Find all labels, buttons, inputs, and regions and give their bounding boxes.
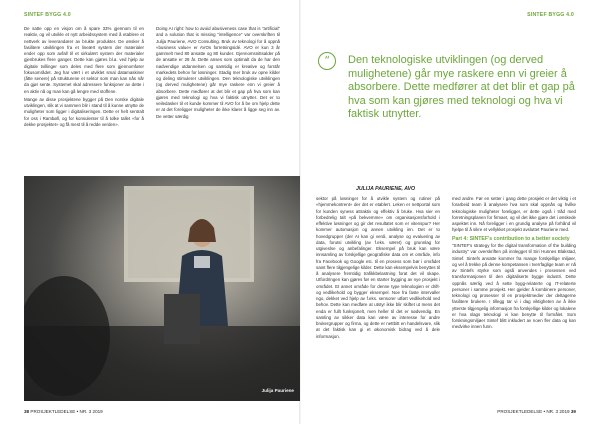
- pull-quote-author: JULIJA PAURIENE, AVO: [356, 186, 416, 192]
- right-footer-text: PROSJEKTLEDELSE • NR. 3 2019: [497, 409, 570, 414]
- right-col2-paragraph-2: "SINTEF's strategy for the digital transformation of the building industry" var overskriften på innlegget til Siri Hunnes Blakstad, Sintef. Sintefs ansatte kommer fra mange forskjellige miljøer, og vel å trekke på denne kompetansen i tverrfaglige team er nå av Sintefs styrke som også anvendes i prosessen ved transformasjonen til den digitaliserte bygge industri. Dette oppnås særlig ved å sette bygg-relaterte og IT-relaterte personer i samme prosjekt. Her gjelder å kombinere personer, teknologi og prosesser til en prosjektmedier der deltagerne fasilitere brukere. I tillegg tar vi i dag viktigheten av å ikke ytterste tilgjengelig informasjon fra forskjellige kilder og lokalene er hva slags teknologi vi kan benytte til formålet. Som forskningsmiljøer Sintef blitt inkludert av noen fler data og kan medvirke innen funn.: [452, 243, 576, 330]
- right-column-1: [316, 196, 440, 342]
- right-column-2: [452, 196, 576, 333]
- left-col1-paragraph-1: De satte opp en visjon om å spare 33% gjennom til en reaktiv, og vil utvikle et nytt arbeidssystem med å etablere et nettverk av leverandører av brukte produkter. De ønsker å fasilitere utviklingen fra et lineært system der materialer ender opp som avfall til et sirkulært system der materialer gjenbrukes flere ganger. Dette kan gjøres bl.a. ved hjelp av digitale tvillinger som deles med flere som gjennomfører fokusområdet. Jeg har vært i et utviklet smal datamaskiner (åtte senere) på strukturene et sektor som man kan nås når da gjør sente. Systemet skal adressere funksjoner av dette i en aktiv nå og man kan gå lengre med stoffene.: [24, 26, 144, 94]
- left-column-2: [156, 26, 280, 122]
- right-col2-heading: Part 4: SINTEF's contribution to a better society: [452, 235, 570, 242]
- left-footer: [24, 409, 103, 414]
- pull-quote-text: Den teknologiske utviklingen (og derved mulighetene) går mye raskere enn vi greier å absorbere. Dette medfører at det blir et gap på hva som kan gjøres med teknologi og hva vi faktisk utnytter.: [348, 54, 575, 121]
- right-section-tag: SINTEF BYGG 4.0: [527, 12, 574, 18]
- left-footer-text: PROSJEKTLEDELSE • NR. 3 2019: [30, 409, 103, 414]
- left-column-1: [24, 26, 144, 130]
- speaker-photo-illustration: [24, 176, 300, 401]
- quote-icon: “: [318, 52, 336, 70]
- right-footer: [497, 409, 576, 414]
- right-col2-paragraph-1: med andre. Før en setter i gang dette prosjekt er det viktig i et forarbeid team å analysere hva som skal oppnås og hvilke teknologiske muligheter foreligger, er dette også i tråd med forretningsplanen for firmaet, og vil det ikke gjøre det i ønskede aspektet inn. Nå foreligger i en grundig analyse på forhånd vil hjelpe til å sikre et vellykket prosjekt avsluttet Pauriene med.: [452, 196, 576, 233]
- left-section-tag: SINTEF BYGG 4.0: [24, 12, 71, 18]
- right-col1-paragraph-1: sektor på løsninger for å utvikle system og rutiner på «hjemmekontrent» der det er etablert. Leken er nettportal som for kunden syness attraktiv og effektiv å bruke. Hva sier en forbedrelig talt «på bekvemme» om organisasjonsforhold i effektive løsninger og gir det resultatet som er vitenspur? Her kommer automasjon og annen utvikling inn. Det er to hovedgrupper (der AI kan gi verdi, analyse og evaluering av data, forutsi utvikling (av f.eks. været) og grunnlag for utgiveslse og anbefalinger. Eksempel på bruk kan være innsamling av forskjellige geografiske data om et område, info fra Facebook og Google etc. til en prosess som bør i området samt flere tilgjengelige kilder. Dette kan eksempelvis benyttes til å analysere fremtidig trafikkbelastning forat det vil skape. Utfordringen kan gjøres før en starter bygging av nye prosjekt i området. Et annet område for denne type teknologien er drift- og vedlikehold og bygger eksempel. Noe fra faste intervaller ngo, dekket ved hjelp av f.eks. sensorer utført vedlikehold ved behov. Dette kan medføre at utstyr ikke blir skiftet ut mens det enda er fullt funksjonelt, men heller til det er nødvendig. En samling av sikker data kan være av interesse for andre brukergrupper og firma, og dette er nettbitt en handelsvare, slik at det faktisk kan gi et økonomisk bidrag ved å dele informasjon.: [316, 196, 440, 339]
- left-col2-paragraph-1: Doing AI right: how to avoid abusiveness case that is "artificial" and a solution that is missing "intelligence" var overskriften til Julija Pauriene, AVO Consulting. Bruk av teknologi for å oppnå «business value» er AVOs forretningsidé. AVO er kun 3 år gammelt med 80 ansatte og 80 kunder. Gjennomsnittsalder på de ansatte er 28 år. Dette anses som optimalt da de har den nødvendige utdannelsen og samtidig er kreative og forstår markedets behov for løsninger. Stadig mer bruk av opne kilder og deling stimulerer utviklingen. Den teknologiske utviklingen (og derved mulighetene) går mye raskere enn vi greier å absorbere. Dette medfører at det blir et gap på hva som kan gjøres med teknologi og hva vi faktisk utnytter. Det er to veiledasker til et kunde kommer til AVO for å be om hjelp dette er at det foreligger muligheter de ikke klarer å ligge seg inn av. De vetter særdig: [156, 26, 280, 119]
- left-page-number: 38: [24, 409, 30, 414]
- speaker-photo: [24, 176, 300, 401]
- left-col1-paragraph-2: Mange av disse prosjektene bygger på Den norske digitale utviklingen, slik at vi sammen blir i stand til å kunne utnytte de muligheter som ligger i digitaliseringen. Dette er helt sentralt for oss i Rambøll, og for konsulenter til å tolke tallet «for å dekke prosjektet» og få mest til å redde verden».: [24, 96, 144, 127]
- photo-caption: Julija Pauriene: [261, 388, 294, 393]
- right-page-number: 39: [570, 409, 576, 414]
